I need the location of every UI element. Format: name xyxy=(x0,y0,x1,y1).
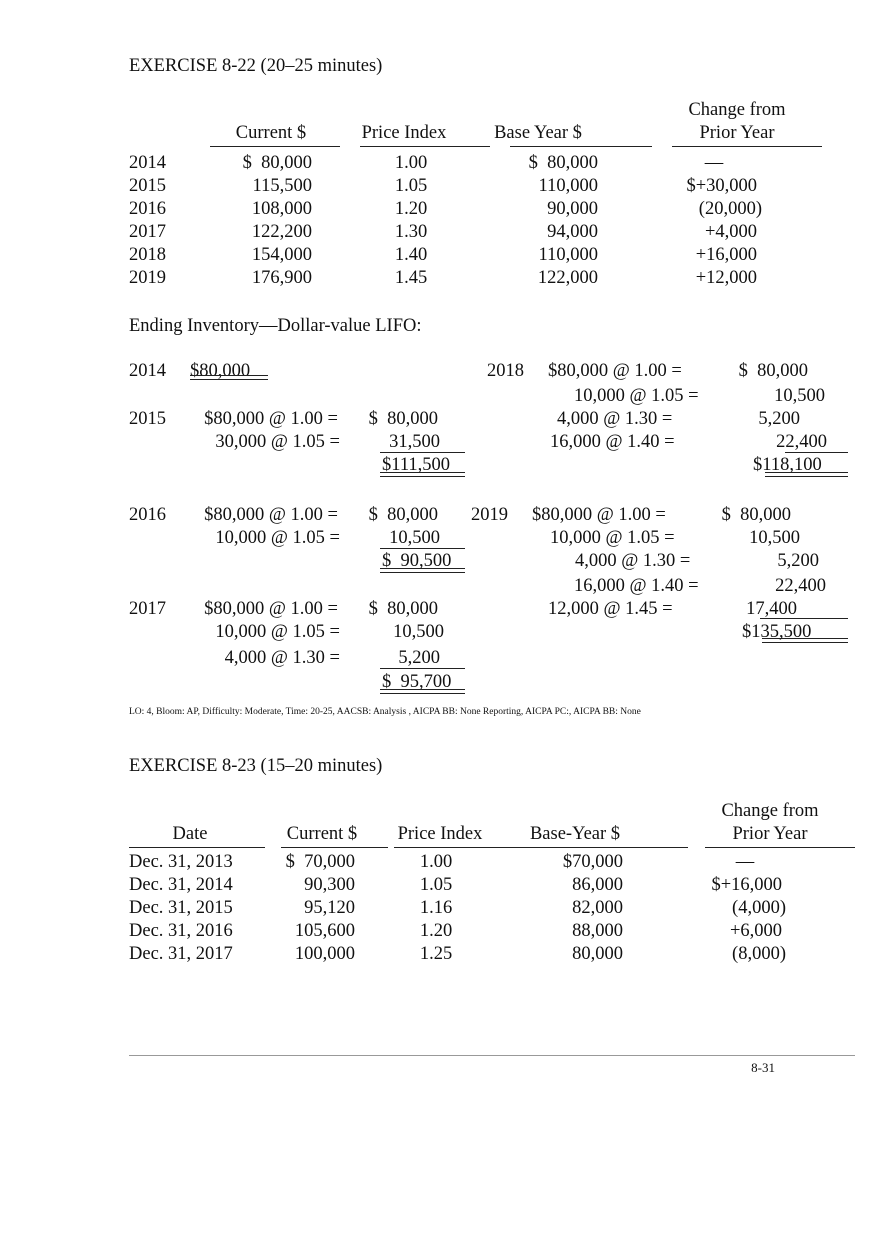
current-cell: 90,300 xyxy=(304,875,355,895)
double-underline xyxy=(765,472,848,477)
exercise-8-23-title: EXERCISE 8-23 (15–20 minutes) xyxy=(129,756,383,776)
current-cell: 176,900 xyxy=(251,268,312,288)
underline xyxy=(380,452,465,453)
price-index-cell: 1.16 xyxy=(419,898,453,918)
year-cell: 2018 xyxy=(129,245,166,265)
double-underline xyxy=(190,375,268,380)
current-cell: 105,600 xyxy=(294,921,355,941)
year-cell: 2017 xyxy=(129,222,166,242)
double-underline xyxy=(380,689,465,694)
base-year-cell: 88,000 xyxy=(572,921,623,941)
header-underline xyxy=(129,847,265,848)
lifo-total: $ 95,700 xyxy=(382,672,452,692)
change-cell: +12,000 xyxy=(695,268,757,288)
current-cell: $ 70,000 xyxy=(285,852,355,872)
lifo-amount: 22,400 xyxy=(775,576,826,596)
lifo-calc: 12,000 @ 1.45 = xyxy=(548,599,673,619)
change-cell: $+30,000 xyxy=(686,176,757,196)
change-cell: (20,000) xyxy=(698,199,762,219)
base-year-cell: 110,000 xyxy=(538,245,598,265)
change-cell: +4,000 xyxy=(704,222,757,242)
lifo-calc: 30,000 @ 1.05 = xyxy=(215,432,340,452)
header-date: Date xyxy=(172,824,208,844)
underline xyxy=(380,668,465,669)
header-base-year: Base-Year $ xyxy=(529,824,621,844)
lifo-year: 2019 xyxy=(471,505,508,525)
lifo-amount: 31,500 xyxy=(389,432,440,452)
lifo-calc: 4,000 @ 1.30 = xyxy=(575,551,691,571)
lifo-calc: $80,000 @ 1.00 = xyxy=(532,505,666,525)
date-cell: Dec. 31, 2017 xyxy=(129,944,233,964)
lifo-calc: 16,000 @ 1.40 = xyxy=(550,432,675,452)
header-change-line2: Prior Year xyxy=(732,824,808,844)
base-year-cell: 90,000 xyxy=(547,199,598,219)
base-year-cell: 86,000 xyxy=(572,875,623,895)
base-year-cell: $ 80,000 xyxy=(528,153,598,173)
lifo-amount: 17,400 xyxy=(746,599,797,619)
header-underline xyxy=(281,847,388,848)
lifo-calc: $80,000 @ 1.00 = xyxy=(204,599,338,619)
lifo-year: 2016 xyxy=(129,505,166,525)
header-base-year: Base Year $ xyxy=(494,123,582,143)
lifo-calc: $80,000 @ 1.00 = xyxy=(204,505,338,525)
date-cell: Dec. 31, 2014 xyxy=(129,875,233,895)
lifo-calc: 16,000 @ 1.40 = xyxy=(574,576,699,596)
header-change-line1: Change from xyxy=(721,801,819,821)
current-cell: 108,000 xyxy=(251,199,312,219)
lifo-calc: $80,000 @ 1.00 = xyxy=(204,409,338,429)
lifo-total: $111,500 xyxy=(382,455,451,475)
header-price-index: Price Index xyxy=(397,824,483,844)
double-underline xyxy=(380,472,465,477)
header-price-index: Price Index xyxy=(361,123,447,143)
double-underline xyxy=(762,638,848,643)
date-cell: Dec. 31, 2016 xyxy=(129,921,233,941)
change-cell: — xyxy=(704,153,724,173)
change-cell: — xyxy=(735,852,755,872)
base-year-cell: 82,000 xyxy=(572,898,623,918)
year-cell: 2019 xyxy=(129,268,166,288)
lifo-amount: 5,200 xyxy=(758,409,800,429)
price-index-cell: 1.25 xyxy=(419,944,453,964)
lifo-total: $80,000 xyxy=(190,361,251,381)
base-year-cell: 122,000 xyxy=(537,268,598,288)
lifo-amount: 10,500 xyxy=(389,528,440,548)
price-index-cell: 1.05 xyxy=(394,176,428,196)
double-underline xyxy=(380,568,465,573)
lifo-year: 2018 xyxy=(487,361,524,381)
header-underline xyxy=(210,146,340,147)
price-index-cell: 1.20 xyxy=(419,921,453,941)
current-cell: $ 80,000 xyxy=(242,153,312,173)
lo-note: LO: 4, Bloom: AP, Difficulty: Moderate, Time: 20-25, AACSB: Analysis , AICPA BB: None Reporting, AICPA PC:, AICPA BB: None xyxy=(129,707,641,717)
underline xyxy=(380,548,465,549)
header-change-line1: Change from xyxy=(688,100,786,120)
lifo-total: $ 90,500 xyxy=(382,551,452,571)
header-underline xyxy=(520,847,688,848)
price-index-cell: 1.40 xyxy=(394,245,428,265)
lifo-total: $118,100 xyxy=(753,455,822,475)
current-cell: 100,000 xyxy=(294,944,355,964)
header-change-line2: Prior Year xyxy=(699,123,775,143)
base-year-cell: 80,000 xyxy=(572,944,623,964)
price-index-cell: 1.05 xyxy=(419,875,453,895)
lifo-calc: 10,000 @ 1.05 = xyxy=(215,622,340,642)
header-underline xyxy=(394,847,535,848)
lifo-calc: 4,000 @ 1.30 = xyxy=(224,648,340,668)
lifo-year: 2017 xyxy=(129,599,166,619)
current-cell: 122,200 xyxy=(251,222,312,242)
header-underline xyxy=(510,146,652,147)
header-current: Current $ xyxy=(286,824,358,844)
current-cell: 95,120 xyxy=(304,898,355,918)
current-cell: 154,000 xyxy=(251,245,312,265)
price-index-cell: 1.20 xyxy=(394,199,428,219)
lifo-amount: 10,500 xyxy=(774,386,825,406)
base-year-cell: 110,000 xyxy=(538,176,598,196)
change-cell: +6,000 xyxy=(729,921,782,941)
lifo-amount: 22,400 xyxy=(776,432,827,452)
header-underline xyxy=(360,146,490,147)
base-year-cell: 94,000 xyxy=(547,222,598,242)
lifo-calc: 10,000 @ 1.05 = xyxy=(574,386,699,406)
change-cell: (4,000) xyxy=(732,898,786,918)
year-cell: 2015 xyxy=(129,176,166,196)
lifo-amount: $ 80,000 xyxy=(368,505,438,525)
lifo-amount: $ 80,000 xyxy=(368,409,438,429)
price-index-cell: 1.00 xyxy=(419,852,453,872)
lifo-heading: Ending Inventory—Dollar-value LIFO: xyxy=(129,316,422,336)
change-cell: +16,000 xyxy=(695,245,757,265)
underline xyxy=(785,452,848,453)
lifo-amount: 5,200 xyxy=(398,648,440,668)
lifo-year: 2014 xyxy=(129,361,166,381)
lifo-amount: $ 80,000 xyxy=(368,599,438,619)
page-number: 8-31 xyxy=(751,1060,775,1075)
lifo-calc: 4,000 @ 1.30 = xyxy=(557,409,673,429)
lifo-calc: 10,000 @ 1.05 = xyxy=(550,528,675,548)
underline xyxy=(760,618,848,619)
header-underline xyxy=(705,847,855,848)
price-index-cell: 1.00 xyxy=(394,153,428,173)
lifo-amount: 10,500 xyxy=(393,622,444,642)
lifo-calc: $80,000 @ 1.00 = xyxy=(548,361,682,381)
lifo-total: $135,500 xyxy=(742,622,812,642)
lifo-calc: 10,000 @ 1.05 = xyxy=(215,528,340,548)
footer-rule xyxy=(129,1055,855,1056)
current-cell: 115,500 xyxy=(252,176,312,196)
header-current: Current $ xyxy=(235,123,307,143)
lifo-year: 2015 xyxy=(129,409,166,429)
year-cell: 2014 xyxy=(129,153,166,173)
change-cell: (8,000) xyxy=(732,944,786,964)
header-underline xyxy=(672,146,822,147)
date-cell: Dec. 31, 2015 xyxy=(129,898,233,918)
base-year-cell: $70,000 xyxy=(562,852,623,872)
price-index-cell: 1.45 xyxy=(394,268,428,288)
lifo-amount: $ 80,000 xyxy=(738,361,808,381)
change-cell: $+16,000 xyxy=(711,875,782,895)
year-cell: 2016 xyxy=(129,199,166,219)
lifo-amount: 10,500 xyxy=(749,528,800,548)
lifo-amount: $ 80,000 xyxy=(721,505,791,525)
lifo-amount: 5,200 xyxy=(777,551,819,571)
date-cell: Dec. 31, 2013 xyxy=(129,852,233,872)
exercise-8-22-title: EXERCISE 8-22 (20–25 minutes) xyxy=(129,56,383,76)
price-index-cell: 1.30 xyxy=(394,222,428,242)
